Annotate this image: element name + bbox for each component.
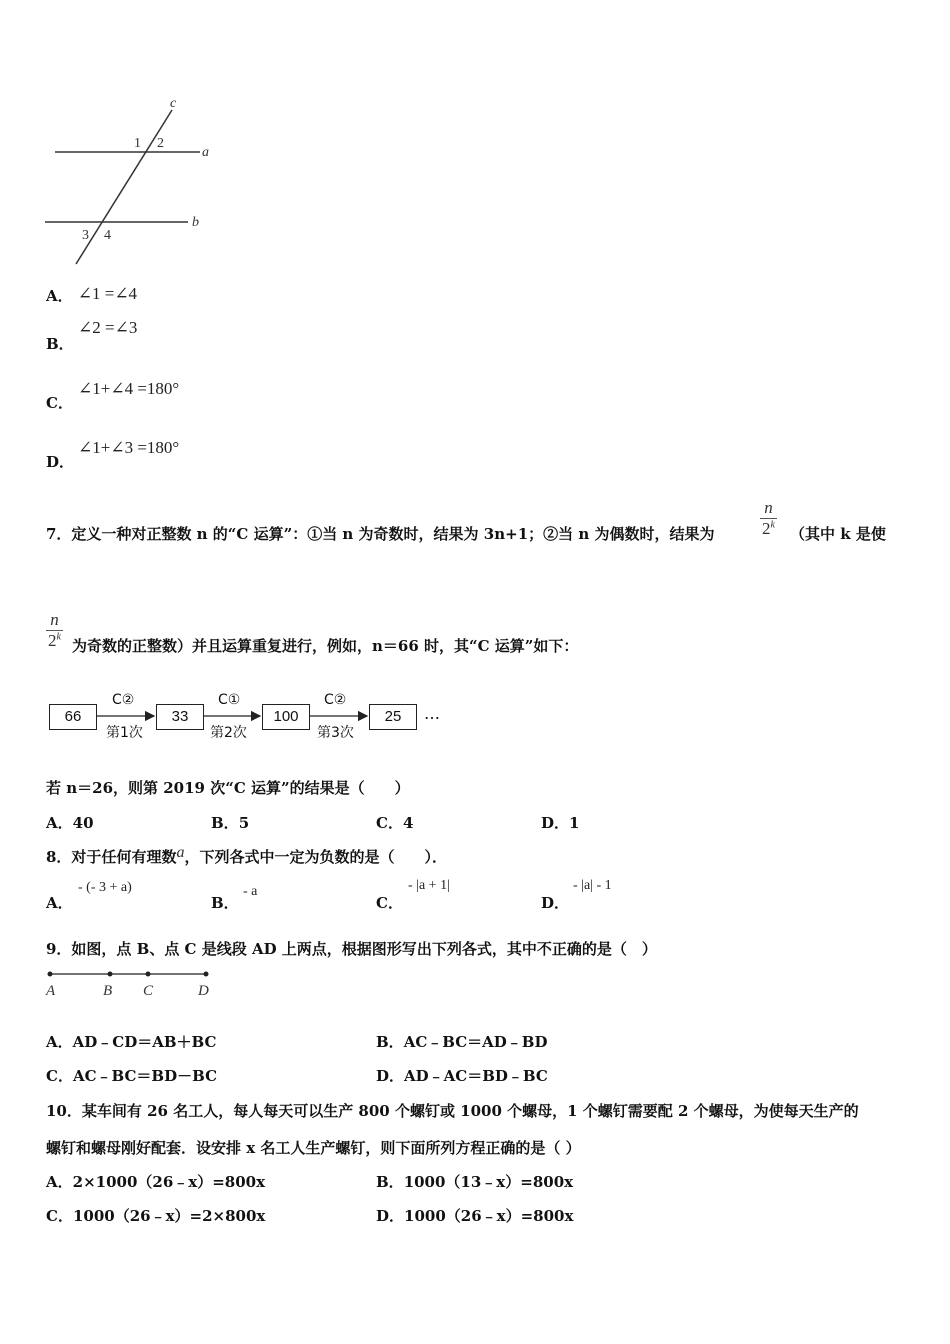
option-expression: ∠1 =∠4: [77, 284, 138, 303]
q8-stem-end: ，下列各式中一定为负数的是（ ）．: [184, 848, 447, 866]
q7-option-b[interactable]: [211, 812, 249, 833]
segment-ad-figure: [40, 964, 220, 1004]
point-d-label: D: [198, 983, 209, 999]
q6-option-d-expression: ∠1+∠3 =180°: [78, 438, 180, 457]
fraction-numerator: n: [50, 610, 59, 629]
option-text: 4: [402, 814, 414, 832]
flow-op-2: C①: [218, 692, 241, 708]
option-text: 1000（26﹣x）=2×800x: [72, 1207, 266, 1225]
point-b-dot: [108, 972, 113, 977]
transversal-c: [76, 110, 172, 264]
q7-option-d[interactable]: [541, 812, 579, 833]
q7-stem-line1: 7．定义一种对正整数 n 的“C 运算”：①当 n 为奇数时，结果为 3n+1；②当 n 为偶数时，结果为: [46, 525, 715, 543]
q8-option-b-letter[interactable]: B．: [211, 894, 239, 912]
q8-option-d-letter[interactable]: D．: [541, 894, 570, 912]
option-text: 1: [569, 814, 580, 832]
flow-op-1: C②: [112, 692, 135, 708]
flow-step-2: 第2次: [210, 725, 247, 741]
flow-box-66: 66: [49, 704, 97, 730]
option-text: AD﹣CD＝AB＋BC: [72, 1033, 217, 1051]
option-text: AC﹣BC＝AD﹣BD: [403, 1033, 548, 1051]
point-c-label: C: [143, 983, 154, 999]
q7-stem-line2: 为奇数的正整数）并且运算重复进行，例如，n＝66 时，其“C 运算”如下：: [72, 637, 579, 655]
q8-option-c-expression: - |a + 1|: [408, 878, 450, 893]
angle-label-1: 1: [134, 136, 141, 151]
q9-option-b[interactable]: [376, 1031, 548, 1052]
q10-stem-line2: 螺钉和螺母刚好配套．设安排 x 名工人生产螺钉，则下面所列方程正确的是（ ）: [46, 1139, 581, 1157]
option-text: 40: [72, 814, 94, 832]
angle-label-2: 2: [157, 136, 164, 151]
point-d-dot: [204, 972, 209, 977]
option-letter: D．: [541, 814, 570, 832]
label-c: c: [170, 96, 177, 111]
q8-option-c-letter[interactable]: C．: [376, 894, 403, 912]
q9-option-c[interactable]: [46, 1065, 217, 1086]
option-letter: A．: [46, 1033, 73, 1051]
q10-stem-line1: 10．某车间有 26 名工人，每人每天可以生产 800 个螺钉或 1000 个螺母，1 个螺钉需要配 2 个螺母，为使每天生产的: [46, 1102, 859, 1120]
option-text: 5: [238, 814, 250, 832]
parallel-lines-figure: [40, 92, 230, 272]
flow-box-33: 33: [156, 704, 204, 730]
q7-question: 若 n＝26，则第 2019 次“C 运算”的结果是（ ）: [46, 779, 410, 797]
fraction-numerator: n: [764, 498, 773, 517]
point-a-label: A: [46, 983, 56, 999]
option-letter: B．: [376, 1033, 404, 1051]
option-text: 1000（13﹣x）=800x: [403, 1173, 574, 1191]
q6-option-b-letter[interactable]: B．: [46, 335, 74, 353]
option-text: 2×1000（26﹣x）=800x: [72, 1173, 266, 1191]
fraction-denominator: 2: [762, 519, 771, 538]
angle-label-4: 4: [104, 228, 111, 243]
option-letter: C．: [46, 1067, 73, 1085]
label-b: b: [192, 215, 199, 230]
flow-op-3: C②: [324, 692, 347, 708]
q9-option-a[interactable]: [46, 1031, 216, 1052]
option-text: 1000（26﹣x）=800x: [404, 1207, 574, 1225]
q7-option-c[interactable]: [376, 812, 413, 833]
option-letter: A．: [46, 1173, 73, 1191]
flow-step-3: 第3次: [317, 725, 354, 741]
option-text: AC﹣BC＝BD－BC: [72, 1067, 218, 1085]
q7-fraction-2: [46, 610, 63, 651]
option-letter: D．: [376, 1207, 405, 1225]
option-letter: A．: [46, 287, 73, 305]
option-text: AD﹣AC＝BD﹣BC: [404, 1067, 548, 1085]
q6-option-d-letter[interactable]: D．: [46, 453, 75, 471]
point-c-dot: [146, 972, 151, 977]
q7-fraction-1: [760, 498, 777, 539]
fraction-exponent: k: [56, 631, 61, 643]
fraction-exponent: k: [770, 519, 775, 531]
q8-option-a-letter[interactable]: A．: [46, 894, 73, 912]
q8-stem-start: 8．对于任何有理数: [46, 848, 177, 866]
flow-box-25: 25: [369, 704, 417, 730]
flow-step-1: 第1次: [106, 725, 143, 741]
q10-option-d[interactable]: [376, 1205, 573, 1226]
q10-option-b[interactable]: [376, 1171, 573, 1192]
option-letter: A．: [46, 814, 73, 832]
option-letter: C．: [46, 1207, 73, 1225]
q6-option-c-letter[interactable]: C．: [46, 394, 73, 412]
point-a-dot: [48, 972, 53, 977]
option-letter: B．: [376, 1173, 404, 1191]
q8-option-b-expression: - a: [243, 884, 258, 899]
flow-ellipsis: …: [424, 704, 440, 723]
q8-option-d-expression: - |a| - 1: [573, 878, 612, 893]
point-b-label: B: [103, 983, 113, 999]
q6-option-b-expression: ∠2 =∠3: [78, 318, 138, 337]
q8-option-a-expression: - (- 3 + a): [78, 880, 132, 895]
q10-option-c[interactable]: [46, 1205, 265, 1226]
q7-stem-line1-tail: （其中 k 是使: [790, 525, 886, 543]
q8-stem: [46, 846, 447, 867]
option-letter: C．: [376, 814, 403, 832]
q7-option-a[interactable]: [46, 812, 94, 833]
label-a: a: [202, 145, 209, 160]
fraction-denominator: 2: [48, 631, 57, 650]
c-operation-flow-diagram: [46, 692, 466, 747]
option-letter: B．: [211, 814, 239, 832]
q9-option-d[interactable]: [376, 1065, 548, 1086]
q6-option-c-expression: ∠1+∠4 =180°: [78, 379, 180, 398]
q9-stem: 9．如图，点 B、点 C 是线段 AD 上两点，根据图形写出下列各式，其中不正确的是（ ）: [46, 940, 657, 958]
q6-option-a[interactable]: [46, 285, 137, 306]
flow-box-100: 100: [262, 704, 310, 730]
q8-variable: a: [176, 844, 185, 861]
q10-option-a[interactable]: [46, 1171, 265, 1192]
angle-label-3: 3: [82, 228, 89, 243]
option-letter: D．: [376, 1067, 405, 1085]
